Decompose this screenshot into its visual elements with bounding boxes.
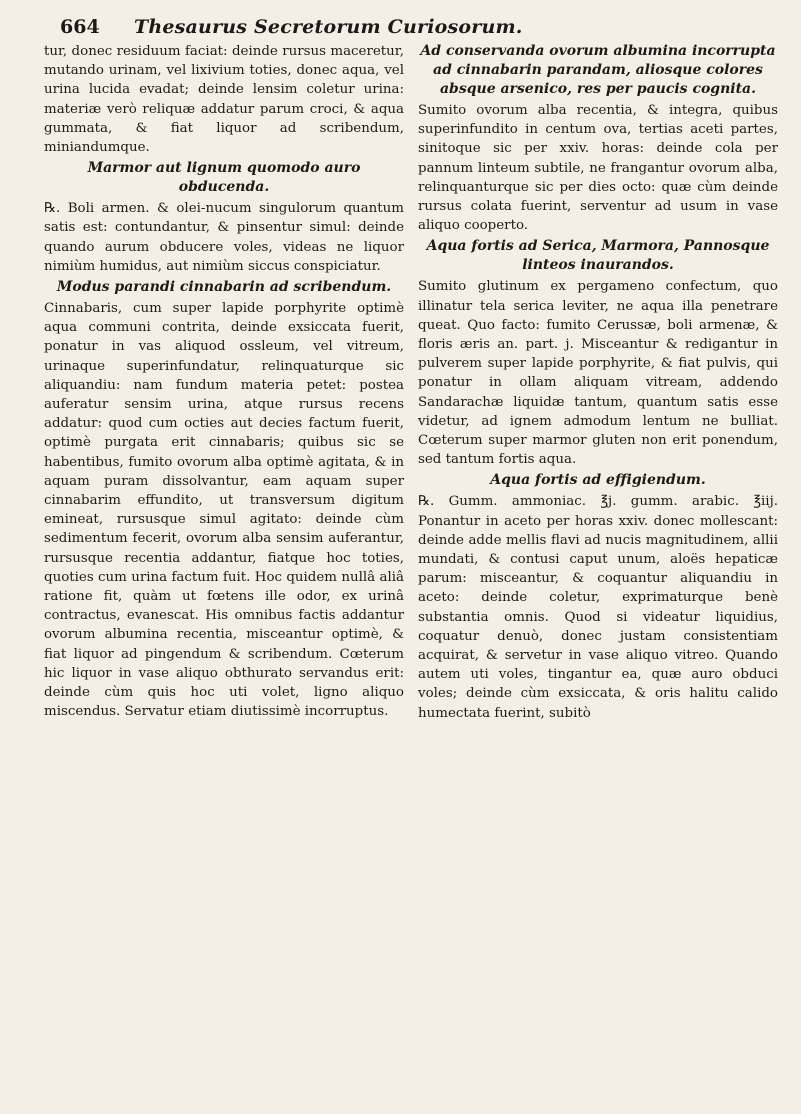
right-section-heading: Aqua fortis ad effigiendum. xyxy=(490,472,706,489)
left-paragraph: Cinnabaris, cum super lapide porphyrite optimè aqua communi contrita, deinde exsiccata fuerit, ponatur in vas aliquod ossleum, vel vitreum, urinaque superinfundatur, relinquaturque sic aliquandiu: nam fundum materia petet: postea auferatur sensim urina, atque rursus recens addatur: quod cum octies aut decies factum fuerit, optimè purgata erit cinnabaris; quibus sic se habentibus, fumito ovorum alba optimè agitata, & in aquam puram dissolvantur, eam aquam super cinnabarim effundito, ut transversum digitum emineat, rursusque simul agitato: deinde cùm sedimentum fecerit, ovorum alba sensim auferantur, rursusque recentia addantur, fiatque hoc toties, quoties cum urina factum fuit. Hoc quidem nullâ aliâ ratione fit, quàm ut fœtens ille odor, ex urinâ contractus, evanescat. His omnibus factis addantur ovorum albumina recentia, misceantur optimè, & fiat liquor ad pingendum & scribendum. Cœterum hic liquor in vase aliquo obthurato servandus erit: deinde cùm quis hoc uti volet, ligno aliquo miscendus. Servatur etiam diutissimè incorruptus. xyxy=(44,301,404,720)
page-header xyxy=(44,12,779,42)
right-paragraph: ℞. Gumm. ammoniac. ℥j. gumm. arabic. ℥iij. Ponantur in aceto per horas xxiv. donec mollescant: deinde adde mellis flavi ad nucis magnitudinem, allii mundati, & contusi caput unum, aloës hepaticæ parum: misceantur, & coquantur aliquandiu in aceto: deinde coletur, exprimaturque benè substantia omnis. Quod si videatur liquidius, coquatur denuò, donec justam consistentiam acquirat, & servetur in vase aliquo vitreo. Quando autem uti voles, tingantur ea, quæ auro obduci voles; deinde cùm exsiccata, & oris halitu calido humectata fuerint, subitò xyxy=(418,494,778,721)
left-paragraph: ℞. Boli armen. & olei-nucum singulorum quantum satis est: contundantur, & pinsentur simul: deinde quando aurum obducere voles, videas ne liquor nimiùm humidus, aut nimiùm siccus conspiciatur. xyxy=(44,201,404,274)
right-section-heading: Aqua fortis ad Serica, Marmora, Pannosque linteos inaurandos. xyxy=(426,238,770,274)
left-section-heading: Modus parandi cinnabarin ad scribendum. xyxy=(56,279,392,296)
right-column xyxy=(418,42,778,723)
text-columns xyxy=(44,42,779,723)
right-paragraph: Sumito ovorum alba recentia, & integra, quibus superinfundito in centum ova, tertias aceti partes, sinitoque sic per xxiv. horas: deinde cola per pannum linteum subtile, ne frangantur ovorum alba, relinquanturque sic per dies octo: quæ cùm deinde rursus colata fuerint, serventur ad usum in vase aliquo cooperto. xyxy=(418,103,778,234)
right-paragraph: Sumito glutinum ex pergameno confectum, quo illinatur tela serica leviter, ne aqua illa penetrare queat. Quo facto: fumito Cerussæ, boli armenæ, & floris æris an. part. j. Misceantur & redigantur in pulverem super lapide porphyrite, & fiat pulvis, qui ponatur in ollam aliquam vitream, addendo Sandarachæ liquidæ tantum, quantum satis esse videtur, ad ignem admodum lentum ne bulliat. Cœterum super marmor gluten non erit ponendum, sed tantum fortis aqua. xyxy=(418,279,778,468)
left-paragraph: tur, donec residuum faciat: deinde rursus maceretur, mutando urinam, vel lixivium toties, donec aqua, vel urina lucida evadat; deinde lensim coletur urina: materiæ verò reliquæ addatur parum croci, & aqua gummata, & fiat liquor ad scribendum, miniandumque. xyxy=(44,44,404,156)
right-section-heading: Ad conservanda ovorum albumina incorrupta ad cinnabarin parandam, aliosque colores absque arsenico, res per paucis cognita. xyxy=(420,43,776,97)
page-number: 664 xyxy=(60,16,100,38)
left-column xyxy=(44,42,404,723)
left-section-heading: Marmor aut lignum quomodo auro obducenda. xyxy=(87,160,361,196)
running-title: Thesaurus Secretorum Curiosorum. xyxy=(134,16,523,38)
